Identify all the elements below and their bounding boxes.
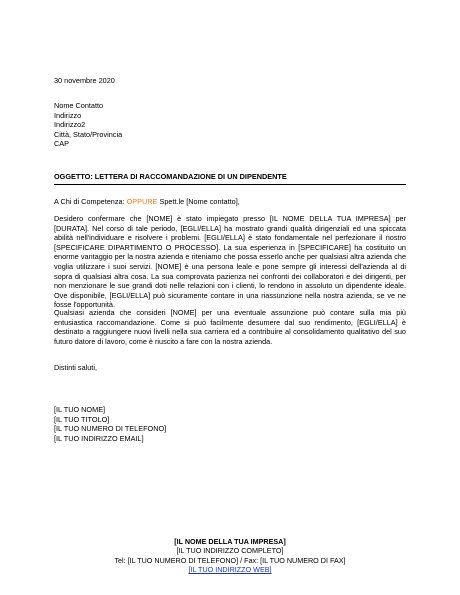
salutation <box>54 197 240 207</box>
signature-name: [IL TUO NOME] <box>54 405 106 414</box>
salutation-suffix: Spett.le [Nome contatto], <box>157 197 240 206</box>
body-paragraph-2: Qualsiasi azienda che consideri [NOME] per una eventuale assunzione può contare sulla mia più entusiastica raccomandazione. Come si può facilmente desumere dal suo rendimento, [EGLI/ELLA] è destinato a raggiungere nuovi livelli nella sua carriera ed a contribuire al consolidamento qualitativo del suo futuro datore di lavoro, come è riuscito a fare con la nostra azienda. <box>54 308 406 346</box>
signature-phone: [IL TUO NUMERO DI TELEFONO] <box>54 424 167 434</box>
signature-block <box>54 405 166 443</box>
footer-address: [IL TUO INDIRIZZO COMPLETO] <box>176 546 284 556</box>
recipient-address-line2: Indirizzo2 <box>54 120 86 130</box>
closing: Distinti saluti, <box>54 363 97 372</box>
body-paragraph-1: Desidero confermare che [NOME] è stato impiegato presso [IL NOME DELLA TUA IMPRESA] per [DURATA]. Nel corso di tale periodo, [EGLI/ELLA] ha mostrato grandi qualità dirigenziali ed una spiccata abilità nell'individuare e risolvere i problemi. [EGLI/ELLA] è stato fondamentale nel perfezionare il nostro [SPECIFICARE DIPARTIMENTO O PROCESSO]. La sua esperienza in [SPECIFICARE] ha costituito un enorme vantaggio per la nostra azienda e riteniamo che possa esserlo anche per qualsiasi altra azienda che voglia utilizzare i suoi servizi. [NOME] è una persona leale e pone sempre gli interessi dell'azienda al di sopra di qualsiasi altra cosa. La sua comprovata pazienza nei confronti dei collaboratori e dei dirigenti, per non menzionare le sue grandi doti nelle relazioni con i clienti, lo rendono in assoluto un dipendente ideale. Ove disponibile, [EGLI/ELLA] può sicuramente contare in una riassunzione nella nostra azienda, se ve ne fosse l'opportunità. <box>54 214 406 310</box>
salutation-prefix: A Chi di Competenza: <box>54 197 127 206</box>
footer-web-link[interactable]: [IL TUO INDIRIZZO WEB] <box>188 565 272 575</box>
recipient-city-state: Città, Stato/Provincia <box>54 129 123 139</box>
recipient-name: Nome Contatto <box>54 101 104 110</box>
letterhead-footer <box>0 537 460 575</box>
footer-contacts: Tel: [IL TUO NUMERO DI TELEFONO] / Fax: [IL TUO NUMERO DI FAX] <box>114 555 346 565</box>
subject-divider <box>54 184 406 185</box>
signature-email: [IL TUO INDIRIZZO EMAIL] <box>54 433 144 443</box>
salutation-alternative: OPPURE <box>126 197 158 206</box>
letter-subject: OGGETTO: LETTERA DI RACCOMANDAZIONE DI UN DIPENDENTE <box>54 172 287 181</box>
recipient-zip: CAP <box>54 139 70 149</box>
footer-company: [IL NOME DELLA TUA IMPRESA] <box>174 537 286 546</box>
recipient-address-line1: Indirizzo <box>54 110 82 120</box>
signature-title: [IL TUO TITOLO] <box>54 414 110 424</box>
letter-date: 30 novembre 2020 <box>54 76 115 85</box>
recipient-address <box>54 101 122 149</box>
